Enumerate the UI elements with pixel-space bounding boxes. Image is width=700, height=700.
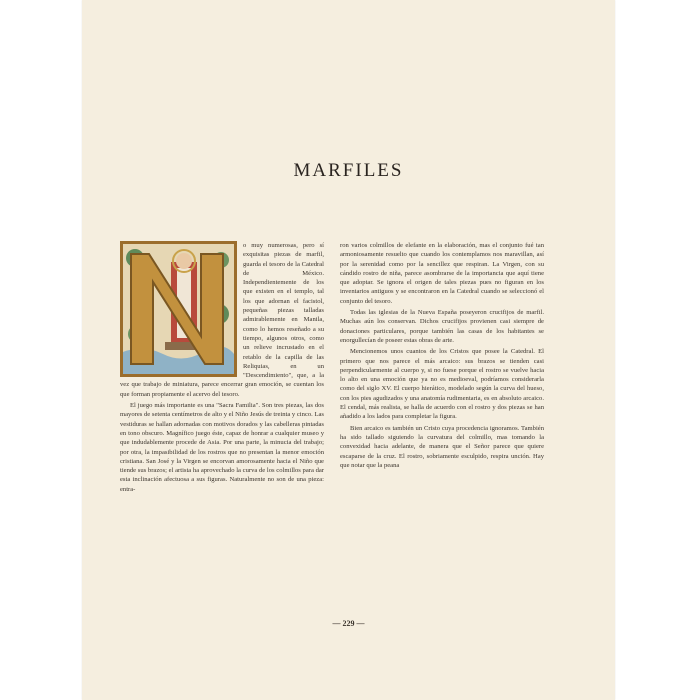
- paragraph: El juego más importante es una "Sacra Familia". Son tres piezas, las dos mayores de setenta centímetros de alto y el Niño Jesús de treinta y cinco. Las vestiduras se hallan adornadas con motivos dorados y las cabelleras pintadas en tono obscuro. Magnífico juego éste, capaz de honrar a cualquier museo y que indudablemente procede de Asia. Por una parte, la minucia del trabajo; por otra, la impasibilidad de los rostros que no presentan la menor emoción cristiana. San José y la Virgen se encorvan amorosamente hacia el Niño que tiende sus brazos; el artista ha aprovechado la curva de los colmillos para dar esta inclinación afectuosa a sus figuras. Naturalmente no son de una pieza: entra-: [120, 402, 324, 493]
- illuminated-initial-image: [123, 244, 234, 374]
- book-page: [82, 0, 615, 700]
- paragraph: o muy numerosas, pero sí exquisitas piezas de marfil, guarda el tesoro de la Catedral de México. Independientemente de los que existen en el templo, tal los que adornan el facistol, pequeñas piezas talladas admirablemente en Manila, como lo hemos reseñado a su tiempo, algunos otros, como un relieve incrustado en el retablo de la capilla de las Reliquias, en un "Descendimiento", que, a la vez que trabajo de miniatura, parece encerrar gran emoción, se cuentan los que forman propiamente el acervo del tesoro.: [120, 242, 324, 398]
- paragraph: Mencionemos unos cuantos de los Cristos que posee la Catedral. El primero que nos parece el más arcaico: sus brazos se tienden casi perpendicularmente al cuerpo y, si no fuese porque el rostro se vuelve hacia lo alto en una emoción que ya no es medioeval, podríamos considerarla como del siglo XV. El cuerpo hierático, modelado según la curva del hueso, con los pies agudizados y una anatomía rudimentaria, es en absoluto arcaico. El cendal, más realista, se halla de acuerdo con el rostro y dos piezas se han añadido a los lados para completar la figura.: [340, 348, 544, 421]
- illuminated-initial-n: [120, 241, 237, 377]
- page-title: MARFILES: [293, 160, 404, 181]
- right-text-column: [340, 241, 544, 472]
- paragraph: Bien arcaico es también un Cristo cuya procedencia ignoramos. También ha sido tallado siguiendo la curvatura del colmillo, mas tomando la convexidad hacia adelante, de manera que el Señor parece que quiere escaparse de la cruz. El rostro, sobriamente esculpido, respira unción. Hay que notar que la peana: [340, 424, 544, 469]
- page-number: — 229 —: [332, 619, 365, 628]
- left-text-column: [120, 241, 324, 496]
- paragraph: ron varios colmillos de elefante en la elaboración, mas el conjunto fué tan armoniosamente resuelto que cuando los contemplamos nos maravillan, así por la serenidad como por la sencillez que respiran. La Virgen, con su cándido rostro de niña, parece asombrarse de la importancia que aquí tiene que adoptar. Se ignora el origen de tales piezas pues no figuran en los inventarios antiguos y se encontraron en la Catedral cuando se seleccionó el conjunto del tesoro.: [340, 242, 544, 305]
- paragraph: Todas las iglesias de la Nueva España poseyeron crucifijos de marfil. Muchas aún los conservan. Dichos crucifijos provienen casi siempre de donaciones particulares, porque también las casas de los habitantes se enorgullecían de poseer estas obras de arte.: [340, 309, 544, 344]
